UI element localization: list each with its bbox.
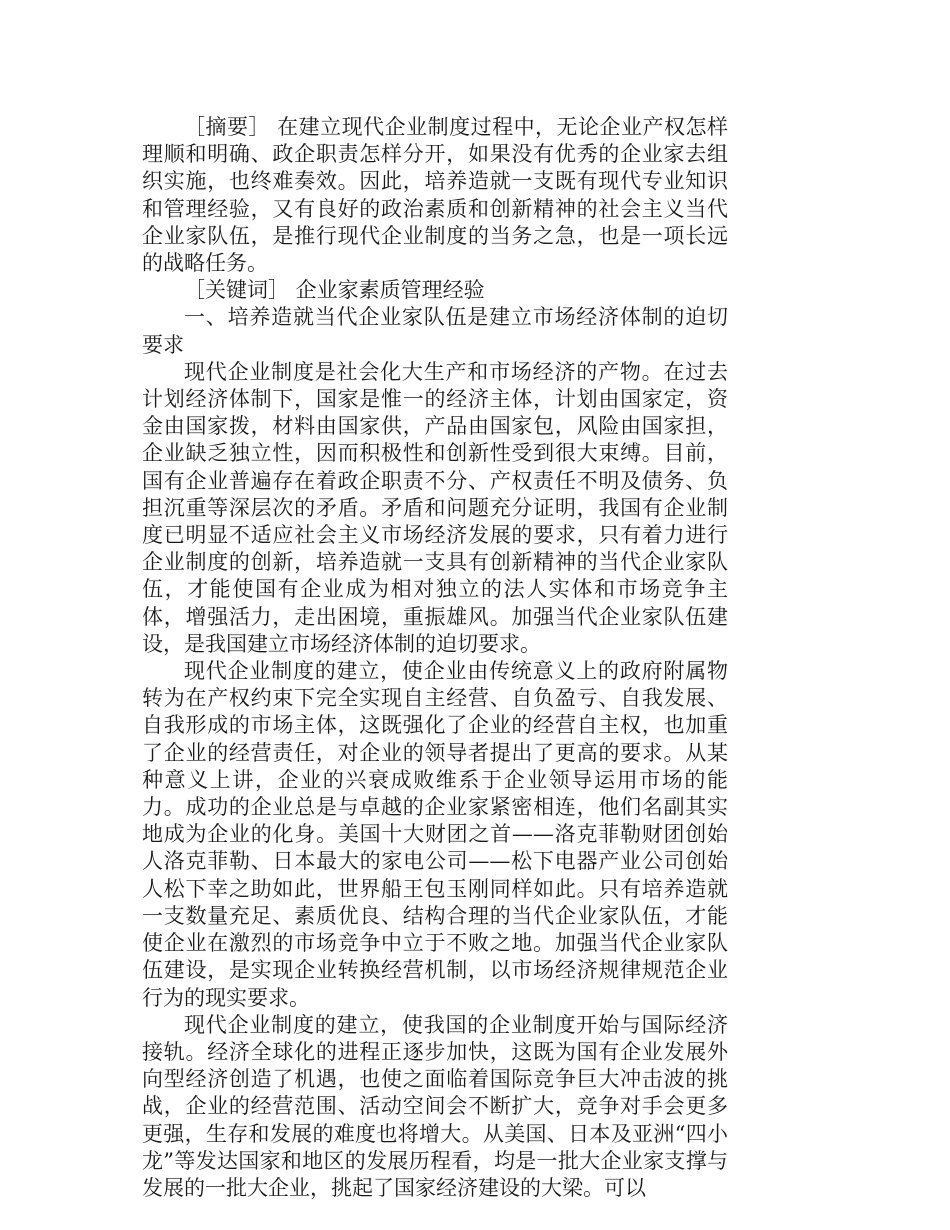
section-heading: 一、培养造就当代企业家队伍是建立市场经济体制的迫切要求 xyxy=(142,305,728,357)
body-paragraph-3: 现代企业制度的建立，使我国的企业制度开始与国际经济接轨。经济全球化的进程正逐步加快，这既为国有企业发展外向型经济创造了机遇，也使之面临着国际竞争巨大冲击波的挑战，企业的经营范围、活动空间会不断扩大，竞争对手会更多更强，生存和发展的难度也将增大。从美国、日本及亚洲“四小龙”等发达国家和地区的发展历程看，均是一批大企业家支撑与发展的一批大企业，挑起了国家经济建设的大梁。可以 xyxy=(142,1012,728,1200)
abstract-text: 在建立现代企业制度过程中，无论企业产权怎样理顺和明确、政企职责怎样分开，如果没有优秀的企业家去组织实施，也终难奏效。因此，培养造就一支既有现代专业知识和管理经验，又有良好的政治素质和创新精神的社会主义当代企业家队伍，是推行现代企业制度的当务之急，也是一项长远的战略任务。 xyxy=(142,115,729,276)
document-page xyxy=(142,114,728,1202)
body-paragraph-1: 现代企业制度是社会化大生产和市场经济的产物。在过去计划经济体制下，国家是惟一的经济主体，计划由国家定，资金由国家拨，材料由国家供，产品由国家包，风险由国家担，企业缺乏独立性，因而积极性和创新性受到很大束缚。目前，国有企业普遍存在着政企职责不分、产权责任不明及债务、负担沉重等深层次的矛盾。矛盾和问题充分证明，我国有企业制度已明显不适应社会主义市场经济发展的要求，只有着力进行企业制度的创新，培养造就一支具有创新精神的当代企业家队伍，才能使国有企业成为相对独立的法人实体和市场竞争主体，增强活力，走出困境，重振雄风。加强当代企业家队伍建设，是我国建立市场经济体制的迫切要求。 xyxy=(142,359,728,656)
keywords-paragraph xyxy=(142,277,728,304)
abstract-label: ［摘要］ xyxy=(184,115,270,139)
body-paragraph-2: 现代企业制度的建立，使企业由传统意义上的政府附属物转为在产权约束下完全实现自主经营、自负盈亏、自我发展、自我形成的市场主体，这既强化了企业的经营自主权，也加重了企业的经营责任，对企业的领导者提出了更高的要求。从某种意义上讲，企业的兴衰成败维系于企业领导运用市场的能力。成功的企业总是与卓越的企业家紧密相连，他们名副其实地成为企业的化身。美国十大财团之首——洛克菲勒财团创始人洛克菲勒、日本最大的家电公司——松下电器产业公司创始人松下幸之助如此，世界船王包玉刚同样如此。只有培养造就一支数量充足、素质优良、结构合理的当代企业家队伍，才能使企业在激烈的市场竞争中立于不败之地。加强当代企业家队伍建设，是实现企业转换经营机制，以市场经济规律规范企业行为的现实要求。 xyxy=(142,659,728,1010)
abstract-paragraph xyxy=(142,114,728,277)
keywords-text: 企业家素质管理经验 xyxy=(289,278,485,303)
keywords-label: ［关键词］ xyxy=(184,278,289,303)
